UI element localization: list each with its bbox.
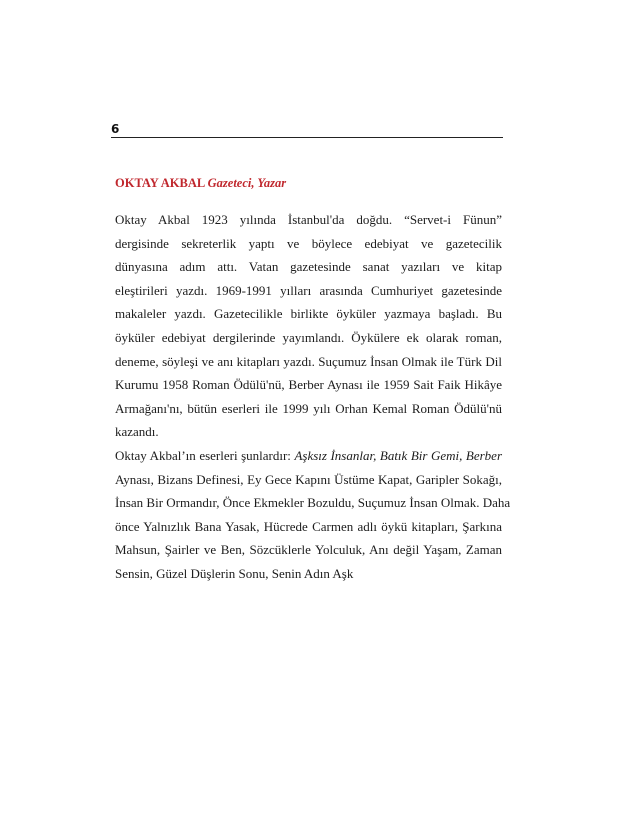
heading-name: OKTAY AKBAL [115,176,205,190]
works-line: İnsan Bir Ormandır, Önce Ekmekler Bozuldu, Suçumuz İnsan Olmak. Daha [115,495,511,511]
bio-line: deneme, söyleşi ve anı kitapları yazdı. Suçumuz İnsan Olmak ile Türk Dil [115,353,502,369]
bio-line: eleştirileri yazdı. 1969-1991 yılları arasında Cumhuriyet gazetesinde [115,282,502,298]
bio-line: öyküler edebiyat dergilerinde yayımlandı. Öykülere ek olarak roman, [115,329,502,345]
works-titles: Aşksız İnsanlar, Batık Bir Gemi, Berber [294,448,503,463]
heading-role: Gazeteci, Yazar [207,176,287,190]
bio-line: Armağanı'nı, bütün eserleri ile 1999 yılı Orhan Kemal Roman Ödülü'nü [115,400,502,416]
works-line: Sensin, Güzel Düşlerin Sonu, Senin Adın Aşk [115,565,354,581]
bio-line: dergisinde sekreterlik yaptı ve böylece edebiyat ve gazetecilik [115,235,502,251]
works-line: Aynası, Bizans Definesi, Ey Gece Kapını Üstüme Kapat, Garipler Sokağı, [115,471,502,487]
biography-paragraph [115,208,502,444]
bio-line: Kurumu 1958 Roman Ödülü'nü, Berber Aynası ile 1959 Sait Faik Hikâye [115,377,502,393]
bio-line: makaleler yazdı. Gazetecilikle birlikte öyküler yazmaya başladı. Bu [115,306,502,322]
works-paragraph [115,444,511,586]
bio-line: kazandı. [115,424,159,440]
works-line: önce Yalnızlık Bana Yasak, Hücrede Carmen adlı öykü kitapları, Şarkına [115,518,502,534]
bio-line: Oktay Akbal 1923 yılında İstanbul'da doğdu. “Servet-i Fünun” [115,212,502,227]
works-line [115,444,502,468]
section-heading [115,176,286,191]
bio-line: dünyasına adım attı. Vatan gazetesinde sanat yazıları ve kitap [115,259,502,275]
works-intro: Oktay Akbal’ın eserleri şunlardır: [115,448,295,463]
page-number: 6 [111,122,120,136]
works-line: Mahsun, Şairler ve Ben, Sözcüklerle Yolculuk, Anı değil Yaşam, Zaman [115,542,502,558]
header-rule [111,137,503,138]
